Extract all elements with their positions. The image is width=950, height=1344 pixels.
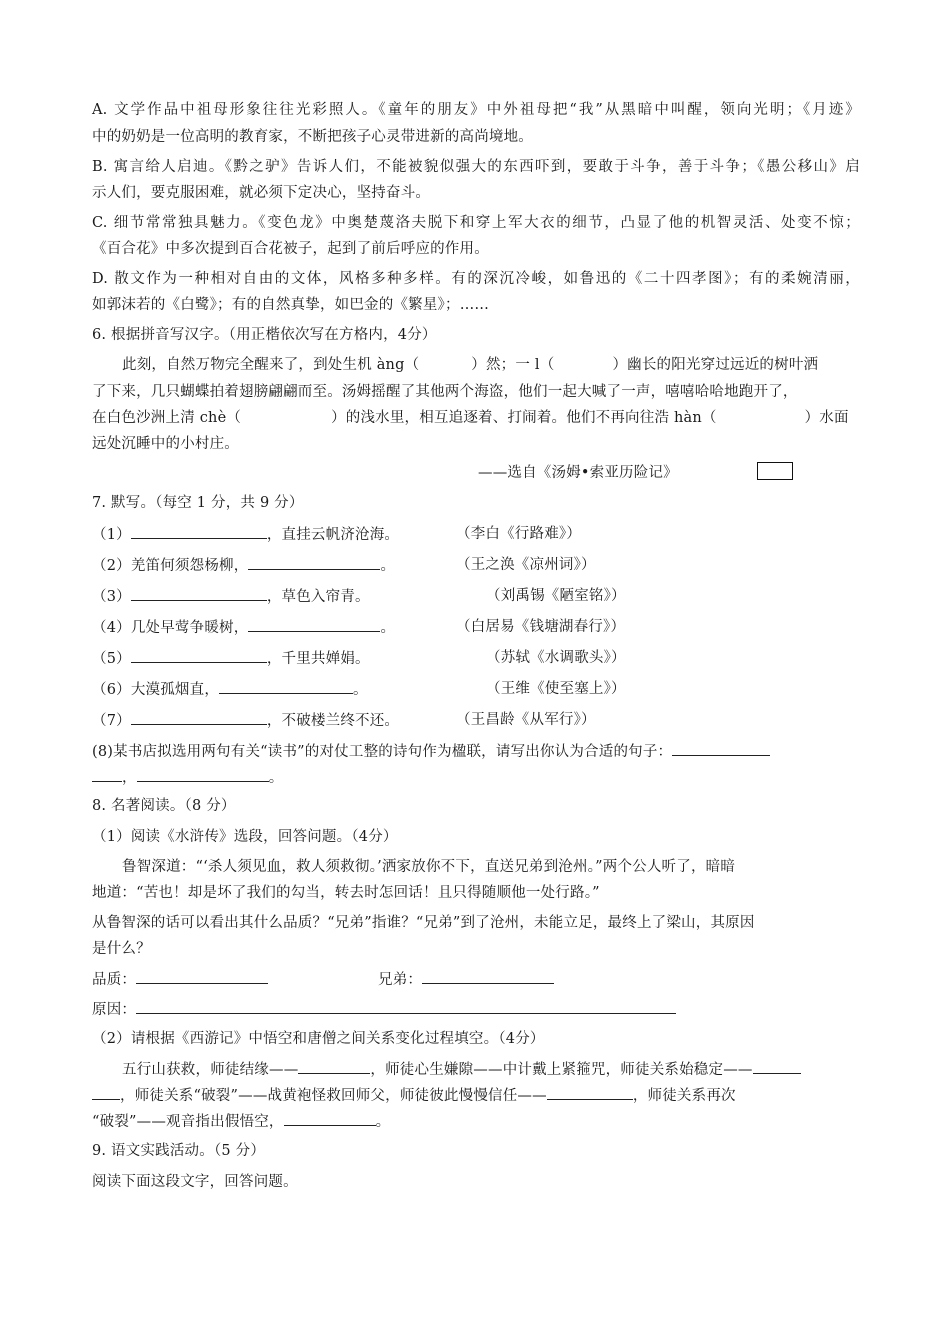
q7-source-5: （苏轼《水调歌头》） — [486, 650, 626, 666]
option-c-line2: 《百合花》中多次提到百合花被子，起到了前后呼应的作用。 — [92, 241, 489, 257]
q7-item-5: （5） ，千里共婵娟。 — [92, 648, 370, 669]
option-d-line2: 如郭沫若的《白鹭》；有的自然真挚，如巴金的《繁星》；…… — [92, 297, 490, 313]
fill-blank[interactable] — [131, 524, 267, 539]
q7-item-8-line2: ， 。 — [92, 767, 283, 788]
q7-source-7: （王昌龄《从军行》） — [456, 712, 596, 728]
q6-title: 6. 根据拼音写汉字。（用正楷依次写在方格内，4分） — [92, 327, 437, 343]
q8-title: 8. 名著阅读。（8 分） — [92, 798, 236, 814]
q8-sub2-line3: “破裂”——观音指出假悟空， 。 — [92, 1111, 390, 1132]
q7-item-2: （2）羌笛何须怨杨柳， 。 — [92, 555, 395, 576]
fill-blank[interactable] — [131, 710, 267, 725]
quality-row: 品质： — [92, 969, 268, 990]
option-d-line1: D. 散文作为一种相对自由的文体，风格多种多样。有的深沉冷峻，如鲁迅的《二十四孝图》；有的柔婉清丽， — [92, 271, 860, 287]
q8-question-line1: 从鲁智深的话可以看出其什么品质？“兄弟”指谁？“兄弟”到了沧州，未能立足，最终上了梁山，其原因 — [92, 915, 755, 931]
fill-blank[interactable] — [547, 1085, 633, 1100]
q8-excerpt-line2: 地道：“苦也！却是坏了我们的勾当，转去时怎回话！且只得随顺他一处行路。” — [92, 885, 600, 901]
fill-blank[interactable] — [92, 1085, 120, 1100]
q7-item-8-line1: (8)某书店拟选用两句有关“读书”的对仗工整的诗句作为楹联，请写出你认为合适的句子： — [92, 741, 770, 762]
brother-blank[interactable] — [422, 969, 554, 984]
option-b-line2: 示人们，要克服困难，就必须下定决心，坚持奋斗。 — [92, 185, 431, 201]
q8-sub1-title: （1）阅读《水浒传》选段，回答问题。（4分） — [92, 829, 398, 845]
q7-item-6: （6）大漠孤烟直， 。 — [92, 679, 368, 700]
fill-blank[interactable] — [219, 679, 353, 694]
reason-blank[interactable] — [136, 999, 676, 1014]
q7-item-4: （4）几处早莺争暖树， 。 — [92, 617, 395, 638]
q8-sub2-title: （2）请根据《西游记》中悟空和唐僧之间关系变化过程填空。（4分） — [92, 1031, 545, 1047]
option-b-line1: B. 寓言给人启迪。《黔之驴》告诉人们，不能被貌似强大的东西吓到，要敢于斗争，善于斗争；《愚公移山》启 — [92, 159, 860, 175]
option-c-line1: C. 细节常常独具魅力。《变色龙》中奥楚蔑洛夫脱下和穿上军大衣的细节，凸显了他的机智灵活、处变不惊； — [92, 215, 860, 231]
q7-source-6: （王维《使至塞上》） — [486, 681, 626, 697]
q9-title: 9. 语文实践活动。（5 分） — [92, 1143, 266, 1159]
q6-para-line2: 了下来，几只蝴蝶拍着翅膀翩翩而至。汤姆摇醒了其他两个海盗，他们一起大喊了一声，嘻嘻哈哈地跑开了， — [92, 384, 798, 400]
fill-blank[interactable] — [298, 1059, 370, 1074]
fill-blank[interactable] — [131, 648, 267, 663]
brother-row: 兄弟： — [378, 969, 554, 990]
q7-source-2: （王之涣《凉州词》） — [456, 557, 596, 573]
q6-para-line3: 在白色沙洲上清 chè（ ）的浅水里，相互追逐着、打闹着。他们不再向往浩 hàn（ ）水面 — [92, 410, 849, 426]
reason-row: 原因： — [92, 999, 676, 1020]
q6-source: ——选自《汤姆•索亚历险记》 — [478, 465, 678, 481]
q7-item-3: （3） ，草色入帘青。 — [92, 586, 370, 607]
q7-title: 7. 默写。（每空 1 分，共 9 分） — [92, 495, 304, 511]
q8-sub2-line2: ，师徒关系“破裂”——战黄袍怪救回师父，师徒彼此慢慢信任—— ，师徒关系再次 — [92, 1085, 736, 1106]
q7-item-7: （7） ，不破楼兰终不还。 — [92, 710, 399, 731]
q7-source-1: （李白《行路难》） — [456, 526, 582, 542]
q8-sub2-line1: 五行山获救，师徒结缘—— ，师徒心生嫌隙——中计戴上紧箍咒，师徒关系始稳定—— — [122, 1059, 801, 1080]
option-a-line2: 中的奶奶是一位高明的教育家，不断把孩子心灵带进新的高尚境地。 — [92, 129, 533, 145]
fill-blank[interactable] — [248, 617, 380, 632]
q7-source-3: （刘禹锡《陋室铭》） — [486, 588, 626, 604]
fill-blank[interactable] — [672, 741, 770, 756]
q6-para-line1: 此刻，自然万物完全醒来了，到处生机 àng（ ）然；一 l（ ）幽长的阳光穿过远近的树叶洒 — [122, 357, 819, 373]
option-a-line1: A. 文学作品中祖母形象往往光彩照人。《童年的朋友》中外祖母把“我”从黑暗中叫醒，领向光明；《月迹》 — [92, 102, 860, 118]
q8-excerpt-line1: 鲁智深道：“‘杀人须见血，救人须救彻。’洒家放你不下，直送兄弟到沧州。”两个公人听了，暗暗 — [122, 859, 736, 875]
fill-blank[interactable] — [284, 1111, 376, 1126]
answer-box[interactable] — [757, 462, 793, 480]
q9-intro: 阅读下面这段文字，回答问题。 — [92, 1174, 298, 1190]
fill-blank[interactable] — [137, 767, 269, 782]
fill-blank[interactable] — [92, 767, 122, 782]
q7-source-4: （白居易《钱塘湖春行》） — [456, 619, 626, 635]
q7-item-1: （1） ，直挂云帆济沧海。 — [92, 524, 399, 545]
fill-blank[interactable] — [248, 555, 380, 570]
quality-blank[interactable] — [136, 969, 268, 984]
fill-blank[interactable] — [131, 586, 267, 601]
fill-blank[interactable] — [753, 1059, 801, 1074]
q8-question-line2: 是什么？ — [92, 941, 151, 957]
q6-para-line4: 远处沉睡中的小村庄。 — [92, 436, 239, 452]
